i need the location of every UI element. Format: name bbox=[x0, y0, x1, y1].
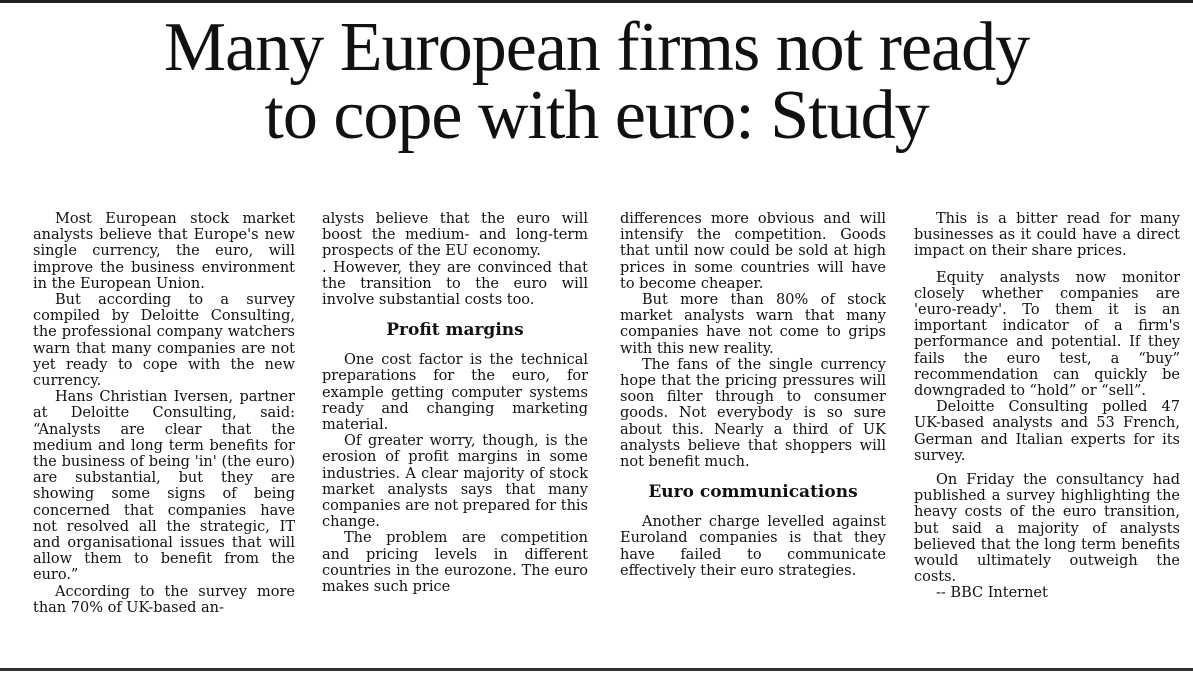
paragraph: Hans Christian Iversen, partner at Deloitte Consulting, said: “Analysts are clear that the medium and long term benefits for the business of being 'in' (the euro) are substantial, but they are showing some signs of being concerned that companies have not resolved all the strategic, IT and organisational issues that will allow them to benefit from the euro.” bbox=[33, 389, 295, 584]
paragraph: The problem are competition and pricing levels in different countries in the eurozone. The euro makes such price bbox=[322, 530, 588, 596]
bottom-rule bbox=[0, 668, 1193, 671]
headline bbox=[0, 9, 1193, 154]
column-2 bbox=[322, 211, 588, 666]
paragraph: But according to a survey compiled by Deloitte Consulting, the professional company watchers warn that many companies are not yet ready to cope with the new currency. bbox=[33, 292, 295, 390]
paragraph: The fans of the single currency hope that the pricing pressures will soon filter through to consumer goods. Not everybody is so sure about this. Nearly a third of UK analysts believe that shoppers will not benefit much. bbox=[620, 356, 886, 471]
paragraph: One cost factor is the technical preparations for the euro, for example getting computer systems ready and changing marketing material. bbox=[322, 352, 588, 434]
paragraph: Deloitte Consulting polled 47 UK-based analysts and 53 French, German and Italian experts for its survey. bbox=[914, 399, 1180, 464]
paragraph: According to the survey more than 70% of UK-based an- bbox=[33, 583, 295, 616]
source-credit: -- BBC Internet bbox=[936, 585, 1048, 602]
paragraph: alysts believe that the euro will boost the medium- and long-term prospects of the EU economy. bbox=[322, 211, 588, 260]
column-1 bbox=[33, 211, 295, 666]
paragraph: differences more obvious and will intensify the competition. Goods that until now could be sold at high prices in some countries will have to become cheaper. bbox=[620, 211, 886, 292]
column-4 bbox=[914, 211, 1180, 666]
column-3 bbox=[620, 211, 886, 666]
subheading-euro-communications: Euro communications bbox=[648, 482, 858, 503]
headline-line-1: Many European firms not ready bbox=[163, 9, 1030, 86]
paragraph: Equity analysts now monitor closely whether companies are 'euro-ready'. To them it is an important indicator of a firm's performance and potential. If they fails the euro test, a “buy” recommendation can quickly be downgraded to “hold” or “sell”. bbox=[914, 269, 1180, 400]
headline-line-2: to cope with euro: Study bbox=[264, 77, 929, 154]
paragraph: . However, they are convinced that the transition to the euro will involve substantial costs too. bbox=[322, 259, 588, 309]
paragraph: But more than 80% of stock market analysts warn that many companies have not come to grips with this new reality. bbox=[620, 292, 886, 357]
top-rule bbox=[0, 0, 1193, 3]
paragraph: Another charge levelled against Euroland companies is that they have failed to communicate effectively their euro strategies. bbox=[620, 514, 886, 579]
paragraph: On Friday the consultancy had published a survey highlighting the heavy costs of the euro transition, but said a majority of analysts believed that the long term benefits would ultimately outweigh the costs. bbox=[914, 472, 1180, 586]
subheading-profit-margins: Profit margins bbox=[386, 320, 524, 341]
paragraph: Of greater worry, though, is the erosion of profit margins in some industries. A clear majority of stock market analysts says that many companies are not prepared for this change. bbox=[322, 433, 588, 531]
paragraph: This is a bitter read for many businesses as it could have a direct impact on their share prices. bbox=[914, 211, 1180, 260]
paragraph: Most European stock market analysts believe that Europe's new single currency, the euro, will improve the business environment in the European Union. bbox=[33, 211, 295, 292]
